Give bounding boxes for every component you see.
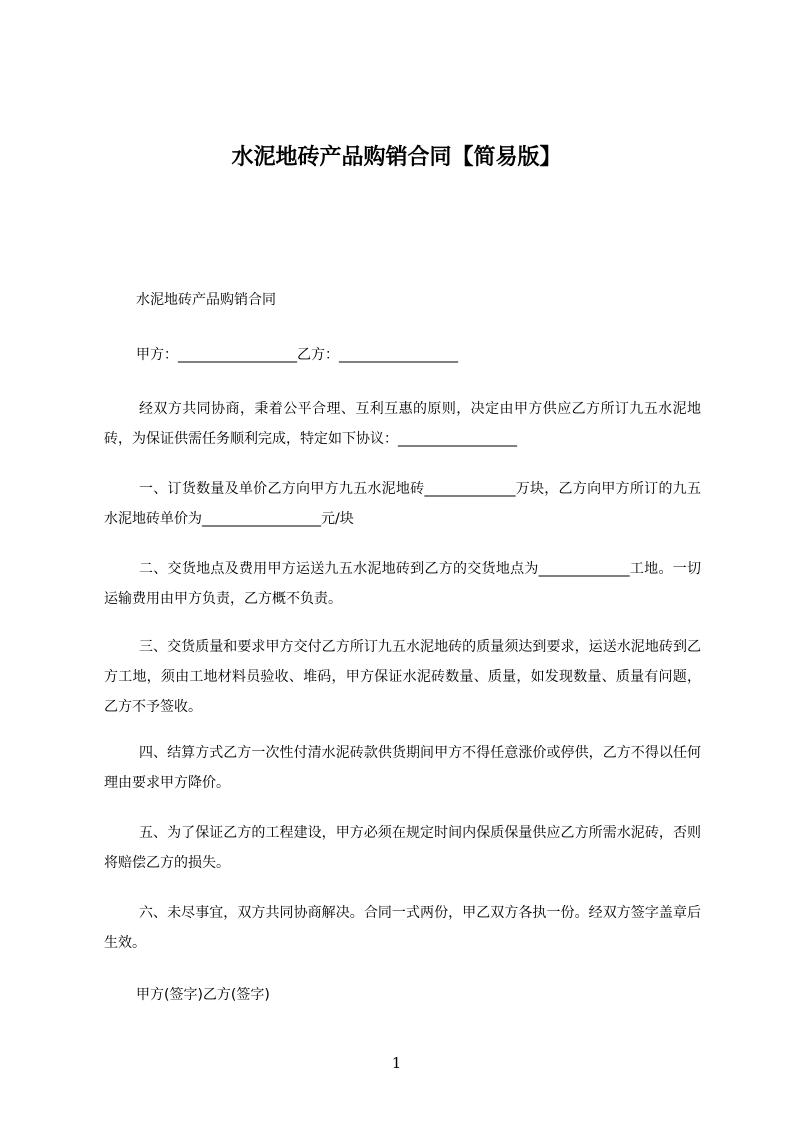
page-number: 1: [391, 1054, 402, 1072]
document-title: 水泥地砖产品购销合同【简易版】: [231, 145, 562, 170]
clause-delivery: 二、交货地点及费用甲方运送九五水泥地砖到乙方的交货地点为_____________工地。一切运输费用由甲方负责，乙方概不负责。: [104, 561, 701, 607]
contract-subtitle: 水泥地砖产品购销合同: [136, 292, 276, 308]
clause-settlement: 四、结算方式乙方一次性付清水泥砖款供货期间甲方不得任意涨价或停供，乙方不得以任何理由要求甲方降价。: [104, 745, 701, 791]
clause-misc: 六、未尽事宜，双方共同协商解决。合同一式两份，甲乙双方各执一份。经双方签字盖章后生效。: [104, 905, 701, 951]
clause-quality: 三、交货质量和要求甲方交付乙方所订九五水泥地砖的质量须达到要求，运送水泥地砖到乙方工地，须由工地材料员验收、堆码，甲方保证水泥砖数量、质量，如发现数量、质量有问题，乙方不予签收。: [104, 639, 701, 715]
clause-guarantee: 五、为了保证乙方的工程建设，甲方必须在规定时间内保质保量供应乙方所需水泥砖，否则将赔偿乙方的损失。: [104, 825, 701, 871]
parties-line: 甲方：_________________乙方：_________________: [136, 347, 458, 363]
signature-line: 甲方(签字)乙方(签字): [136, 987, 270, 1003]
clause-quantity-price: 一、订货数量及单价乙方向甲方九五水泥地砖_____________万块，乙方向甲方所订的九五水泥地砖单价为_________________元/块: [104, 481, 701, 527]
intro-paragraph: 经双方共同协商，秉着公平合理、互利互惠的原则，决定由甲方供应乙方所订九五水泥地砖，为保证供需任务顺利完成，特定如下协议：_________________: [104, 401, 701, 447]
